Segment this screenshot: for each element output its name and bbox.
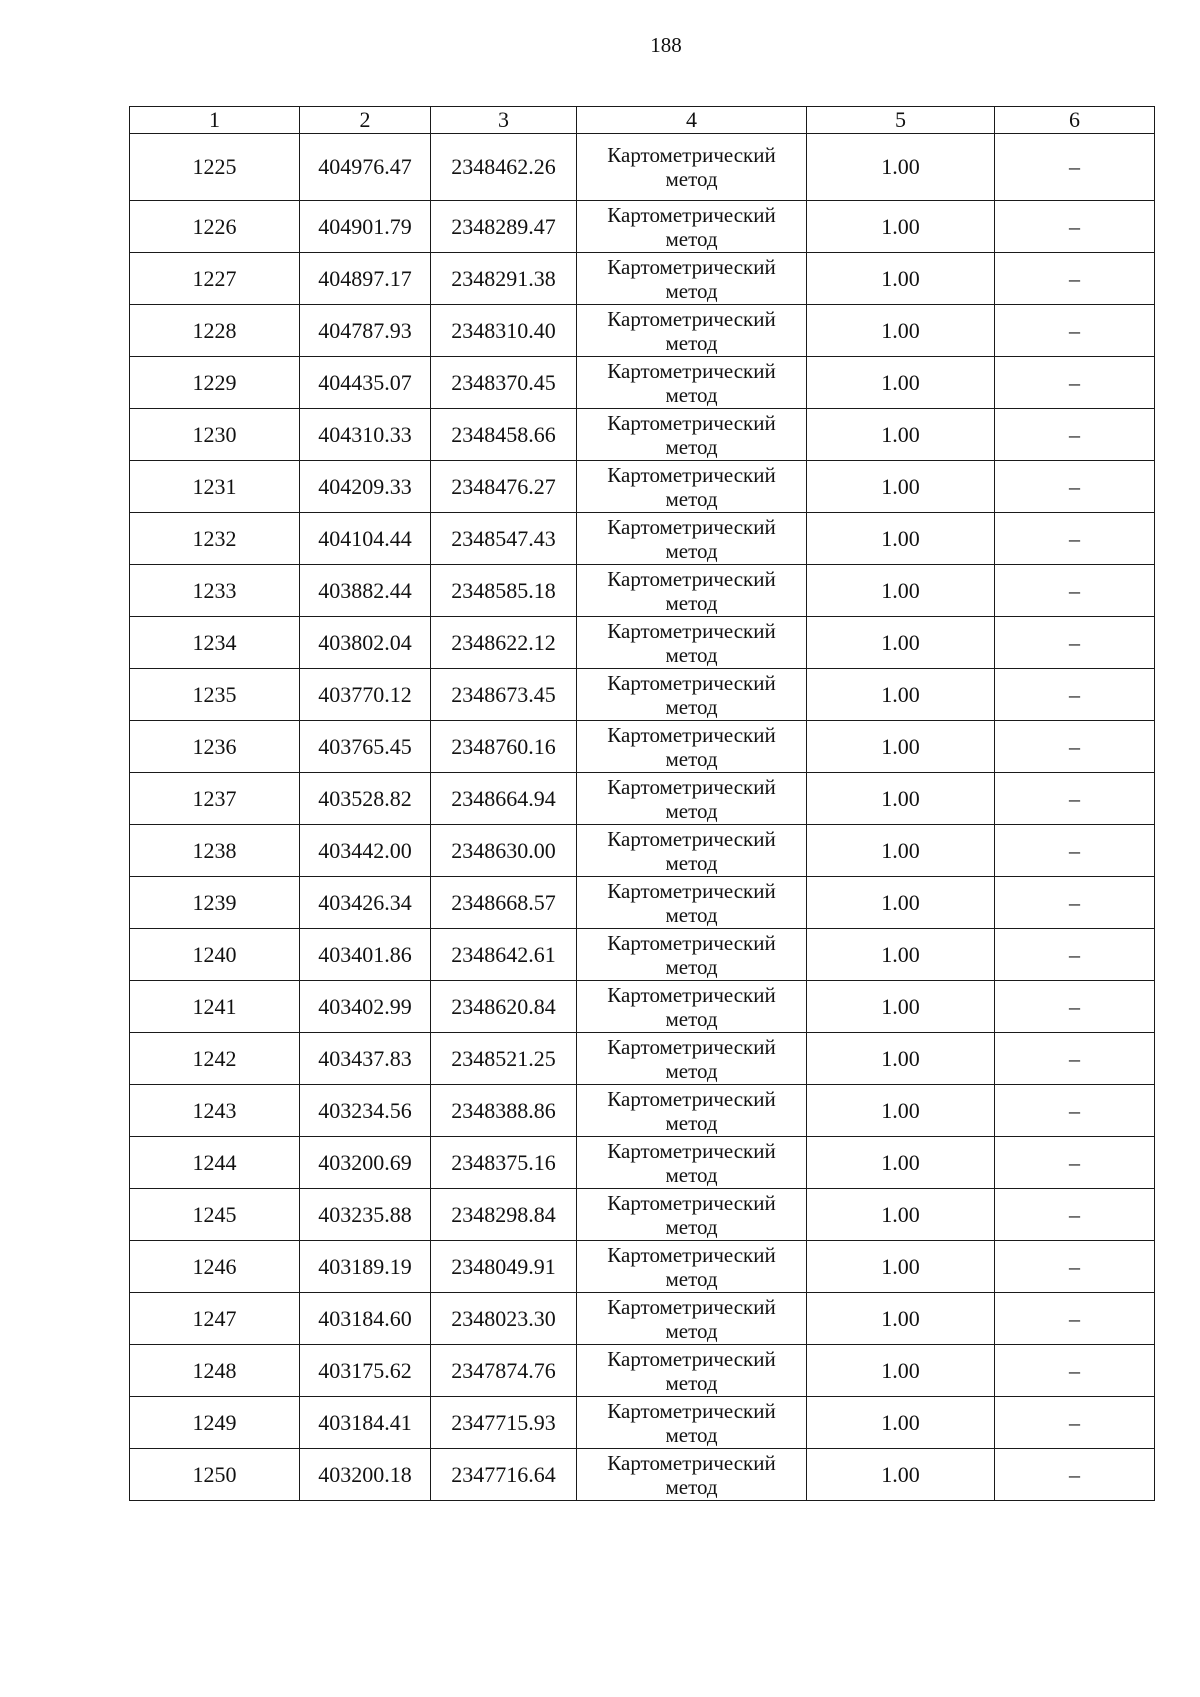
method-line-2: метод — [665, 1370, 718, 1395]
method-line-1: Картометрический — [607, 1398, 776, 1423]
point-number-cell: 1243 — [130, 1085, 300, 1137]
x-coordinate-cell: 403235.88 — [300, 1189, 431, 1241]
method-cell — [577, 721, 807, 773]
point-number-cell: 1238 — [130, 825, 300, 877]
table-row — [130, 1033, 1155, 1085]
method-line-1: Картометрический — [607, 670, 776, 695]
y-coordinate-cell: 2348375.16 — [431, 1137, 577, 1189]
x-coordinate-cell: 404787.93 — [300, 305, 431, 357]
method-cell — [577, 1345, 807, 1397]
method-line-1: Картометрический — [607, 982, 776, 1007]
header-col-4: 4 — [577, 107, 807, 134]
method-line-2: метод — [665, 538, 718, 563]
method-line-2: метод — [665, 850, 718, 875]
method-line-2: метод — [665, 642, 718, 667]
accuracy-cell: 1.00 — [807, 1345, 995, 1397]
accuracy-cell: 1.00 — [807, 825, 995, 877]
x-coordinate-cell: 404310.33 — [300, 409, 431, 461]
x-coordinate-cell: 403802.04 — [300, 617, 431, 669]
method-cell — [577, 201, 807, 253]
accuracy-cell: 1.00 — [807, 253, 995, 305]
method-line-2: метод — [665, 278, 718, 303]
x-coordinate-cell: 404209.33 — [300, 461, 431, 513]
point-number-cell: 1236 — [130, 721, 300, 773]
accuracy-cell: 1.00 — [807, 877, 995, 929]
table-row — [130, 1085, 1155, 1137]
method-line-2: метод — [665, 1266, 718, 1291]
y-coordinate-cell: 2347716.64 — [431, 1449, 577, 1501]
table-row — [130, 357, 1155, 409]
point-number-cell: 1246 — [130, 1241, 300, 1293]
note-cell: – — [995, 513, 1155, 565]
method-line-1: Картометрический — [607, 410, 776, 435]
point-number-cell: 1249 — [130, 1397, 300, 1449]
accuracy-cell: 1.00 — [807, 981, 995, 1033]
y-coordinate-cell: 2348476.27 — [431, 461, 577, 513]
method-line-2: метод — [665, 1422, 718, 1447]
point-number-cell: 1244 — [130, 1137, 300, 1189]
header-col-6: 6 — [995, 107, 1155, 134]
table-row — [130, 1293, 1155, 1345]
x-coordinate-cell: 403528.82 — [300, 773, 431, 825]
y-coordinate-cell: 2348289.47 — [431, 201, 577, 253]
y-coordinate-cell: 2348620.84 — [431, 981, 577, 1033]
method-cell — [577, 669, 807, 721]
note-cell: – — [995, 201, 1155, 253]
method-line-1: Картометрический — [607, 1346, 776, 1371]
note-cell: – — [995, 721, 1155, 773]
table-row — [130, 305, 1155, 357]
header-col-2: 2 — [300, 107, 431, 134]
x-coordinate-cell: 403189.19 — [300, 1241, 431, 1293]
method-line-2: метод — [665, 798, 718, 823]
accuracy-cell: 1.00 — [807, 134, 995, 201]
method-line-2: метод — [665, 1214, 718, 1239]
method-line-2: метод — [665, 1110, 718, 1135]
method-cell — [577, 305, 807, 357]
y-coordinate-cell: 2348310.40 — [431, 305, 577, 357]
note-cell: – — [995, 773, 1155, 825]
point-number-cell: 1230 — [130, 409, 300, 461]
method-line-2: метод — [665, 1006, 718, 1031]
y-coordinate-cell: 2348642.61 — [431, 929, 577, 981]
method-cell — [577, 773, 807, 825]
method-cell — [577, 1033, 807, 1085]
table-row — [130, 773, 1155, 825]
x-coordinate-cell: 403184.60 — [300, 1293, 431, 1345]
method-line-2: метод — [665, 1058, 718, 1083]
table-row — [130, 721, 1155, 773]
table-row — [130, 669, 1155, 721]
method-line-2: метод — [665, 902, 718, 927]
accuracy-cell: 1.00 — [807, 1241, 995, 1293]
y-coordinate-cell: 2347715.93 — [431, 1397, 577, 1449]
accuracy-cell: 1.00 — [807, 617, 995, 669]
point-number-cell: 1242 — [130, 1033, 300, 1085]
method-line-1: Картометрический — [607, 462, 776, 487]
point-number-cell: 1229 — [130, 357, 300, 409]
note-cell: – — [995, 565, 1155, 617]
accuracy-cell: 1.00 — [807, 669, 995, 721]
note-cell: – — [995, 305, 1155, 357]
x-coordinate-cell: 403426.34 — [300, 877, 431, 929]
point-number-cell: 1233 — [130, 565, 300, 617]
note-cell: – — [995, 1033, 1155, 1085]
accuracy-cell: 1.00 — [807, 1189, 995, 1241]
table-row — [130, 565, 1155, 617]
method-line-1: Картометрический — [607, 826, 776, 851]
y-coordinate-cell: 2348673.45 — [431, 669, 577, 721]
point-number-cell: 1239 — [130, 877, 300, 929]
point-number-cell: 1237 — [130, 773, 300, 825]
point-number-cell: 1231 — [130, 461, 300, 513]
point-number-cell: 1240 — [130, 929, 300, 981]
method-cell — [577, 134, 807, 201]
x-coordinate-cell: 404435.07 — [300, 357, 431, 409]
y-coordinate-cell: 2348622.12 — [431, 617, 577, 669]
table-row — [130, 513, 1155, 565]
method-line-2: метод — [665, 382, 718, 407]
note-cell: – — [995, 617, 1155, 669]
y-coordinate-cell: 2348585.18 — [431, 565, 577, 617]
table-row — [130, 929, 1155, 981]
note-cell: – — [995, 1397, 1155, 1449]
table-row — [130, 877, 1155, 929]
x-coordinate-cell: 403402.99 — [300, 981, 431, 1033]
method-line-1: Картометрический — [607, 878, 776, 903]
method-cell — [577, 1449, 807, 1501]
note-cell: – — [995, 1345, 1155, 1397]
method-line-1: Картометрический — [607, 774, 776, 799]
x-coordinate-cell: 403882.44 — [300, 565, 431, 617]
point-number-cell: 1226 — [130, 201, 300, 253]
point-number-cell: 1247 — [130, 1293, 300, 1345]
point-number-cell: 1250 — [130, 1449, 300, 1501]
point-number-cell: 1245 — [130, 1189, 300, 1241]
y-coordinate-cell: 2348630.00 — [431, 825, 577, 877]
method-line-1: Картометрический — [607, 722, 776, 747]
method-cell — [577, 877, 807, 929]
accuracy-cell: 1.00 — [807, 409, 995, 461]
point-number-cell: 1232 — [130, 513, 300, 565]
accuracy-cell: 1.00 — [807, 721, 995, 773]
x-coordinate-cell: 404897.17 — [300, 253, 431, 305]
table-row — [130, 461, 1155, 513]
point-number-cell: 1234 — [130, 617, 300, 669]
point-number-cell: 1248 — [130, 1345, 300, 1397]
x-coordinate-cell: 404901.79 — [300, 201, 431, 253]
method-line-1: Картометрический — [607, 1242, 776, 1267]
table-row — [130, 253, 1155, 305]
method-line-1: Картометрический — [607, 1190, 776, 1215]
method-line-1: Картометрический — [607, 306, 776, 331]
note-cell: – — [995, 877, 1155, 929]
table-row — [130, 409, 1155, 461]
method-cell — [577, 617, 807, 669]
accuracy-cell: 1.00 — [807, 929, 995, 981]
y-coordinate-cell: 2348370.45 — [431, 357, 577, 409]
point-number-cell: 1228 — [130, 305, 300, 357]
y-coordinate-cell: 2348298.84 — [431, 1189, 577, 1241]
y-coordinate-cell: 2348291.38 — [431, 253, 577, 305]
accuracy-cell: 1.00 — [807, 1293, 995, 1345]
method-cell — [577, 357, 807, 409]
x-coordinate-cell: 404104.44 — [300, 513, 431, 565]
method-cell — [577, 253, 807, 305]
method-line-1: Картометрический — [607, 143, 776, 167]
method-cell — [577, 1397, 807, 1449]
method-line-2: метод — [665, 167, 718, 191]
method-cell — [577, 1085, 807, 1137]
accuracy-cell: 1.00 — [807, 513, 995, 565]
method-cell — [577, 461, 807, 513]
x-coordinate-cell: 403442.00 — [300, 825, 431, 877]
method-cell — [577, 1189, 807, 1241]
y-coordinate-cell: 2348521.25 — [431, 1033, 577, 1085]
table-row — [130, 825, 1155, 877]
x-coordinate-cell: 404976.47 — [300, 134, 431, 201]
accuracy-cell: 1.00 — [807, 357, 995, 409]
note-cell: – — [995, 461, 1155, 513]
accuracy-cell: 1.00 — [807, 565, 995, 617]
accuracy-cell: 1.00 — [807, 1397, 995, 1449]
note-cell: – — [995, 1449, 1155, 1501]
note-cell: – — [995, 1085, 1155, 1137]
method-line-2: метод — [665, 590, 718, 615]
note-cell: – — [995, 1137, 1155, 1189]
method-line-2: метод — [665, 330, 718, 355]
y-coordinate-cell: 2348388.86 — [431, 1085, 577, 1137]
table-row — [130, 1449, 1155, 1501]
coordinates-table — [129, 106, 1155, 1501]
y-coordinate-cell: 2348668.57 — [431, 877, 577, 929]
x-coordinate-cell: 403765.45 — [300, 721, 431, 773]
method-line-1: Картометрический — [607, 1450, 776, 1475]
method-line-2: метод — [665, 694, 718, 719]
accuracy-cell: 1.00 — [807, 461, 995, 513]
table-row — [130, 1189, 1155, 1241]
method-line-2: метод — [665, 434, 718, 459]
method-line-1: Картометрический — [607, 618, 776, 643]
note-cell: – — [995, 253, 1155, 305]
note-cell: – — [995, 981, 1155, 1033]
x-coordinate-cell: 403234.56 — [300, 1085, 431, 1137]
point-number-cell: 1227 — [130, 253, 300, 305]
y-coordinate-cell: 2348664.94 — [431, 773, 577, 825]
x-coordinate-cell: 403770.12 — [300, 669, 431, 721]
accuracy-cell: 1.00 — [807, 1449, 995, 1501]
y-coordinate-cell: 2348462.26 — [431, 134, 577, 201]
method-line-1: Картометрический — [607, 254, 776, 279]
x-coordinate-cell: 403175.62 — [300, 1345, 431, 1397]
note-cell: – — [995, 1293, 1155, 1345]
accuracy-cell: 1.00 — [807, 1085, 995, 1137]
y-coordinate-cell: 2348049.91 — [431, 1241, 577, 1293]
x-coordinate-cell: 403401.86 — [300, 929, 431, 981]
table-row — [130, 1137, 1155, 1189]
point-number-cell: 1225 — [130, 134, 300, 201]
method-cell — [577, 409, 807, 461]
note-cell: – — [995, 134, 1155, 201]
method-line-2: метод — [665, 1474, 718, 1499]
y-coordinate-cell: 2348547.43 — [431, 513, 577, 565]
header-row — [130, 107, 1155, 134]
note-cell: – — [995, 1241, 1155, 1293]
method-line-1: Картометрический — [607, 930, 776, 955]
accuracy-cell: 1.00 — [807, 1033, 995, 1085]
method-line-1: Картометрический — [607, 1034, 776, 1059]
note-cell: – — [995, 409, 1155, 461]
note-cell: – — [995, 1189, 1155, 1241]
method-line-1: Картометрический — [607, 1294, 776, 1319]
table-row — [130, 1397, 1155, 1449]
method-line-2: метод — [665, 226, 718, 251]
point-number-cell: 1241 — [130, 981, 300, 1033]
x-coordinate-cell: 403200.18 — [300, 1449, 431, 1501]
x-coordinate-cell: 403184.41 — [300, 1397, 431, 1449]
method-line-1: Картометрический — [607, 514, 776, 539]
note-cell: – — [995, 357, 1155, 409]
accuracy-cell: 1.00 — [807, 201, 995, 253]
y-coordinate-cell: 2348458.66 — [431, 409, 577, 461]
accuracy-cell: 1.00 — [807, 773, 995, 825]
method-cell — [577, 825, 807, 877]
method-cell — [577, 513, 807, 565]
header-col-3: 3 — [431, 107, 577, 134]
point-number-cell: 1235 — [130, 669, 300, 721]
method-line-1: Картометрический — [607, 1086, 776, 1111]
table-row — [130, 617, 1155, 669]
method-cell — [577, 1293, 807, 1345]
method-cell — [577, 929, 807, 981]
method-line-1: Картометрический — [607, 202, 776, 227]
table-row — [130, 981, 1155, 1033]
method-line-1: Картометрический — [607, 566, 776, 591]
method-line-2: метод — [665, 1318, 718, 1343]
method-cell — [577, 1137, 807, 1189]
method-line-2: метод — [665, 746, 718, 771]
table-body — [130, 134, 1155, 1501]
method-line-1: Картометрический — [607, 1138, 776, 1163]
x-coordinate-cell: 403437.83 — [300, 1033, 431, 1085]
note-cell: – — [995, 669, 1155, 721]
page-number: 188 — [650, 33, 682, 57]
method-line-2: метод — [665, 486, 718, 511]
method-line-1: Картометрический — [607, 358, 776, 383]
method-line-2: метод — [665, 1162, 718, 1187]
accuracy-cell: 1.00 — [807, 305, 995, 357]
table-row — [130, 201, 1155, 253]
method-cell — [577, 981, 807, 1033]
y-coordinate-cell: 2347874.76 — [431, 1345, 577, 1397]
table-row — [130, 1345, 1155, 1397]
method-cell — [577, 565, 807, 617]
table-row — [130, 1241, 1155, 1293]
table-row — [130, 134, 1155, 201]
method-line-2: метод — [665, 954, 718, 979]
y-coordinate-cell: 2348760.16 — [431, 721, 577, 773]
x-coordinate-cell: 403200.69 — [300, 1137, 431, 1189]
y-coordinate-cell: 2348023.30 — [431, 1293, 577, 1345]
method-cell — [577, 1241, 807, 1293]
header-col-1: 1 — [130, 107, 300, 134]
note-cell: – — [995, 929, 1155, 981]
note-cell: – — [995, 825, 1155, 877]
accuracy-cell: 1.00 — [807, 1137, 995, 1189]
header-col-5: 5 — [807, 107, 995, 134]
